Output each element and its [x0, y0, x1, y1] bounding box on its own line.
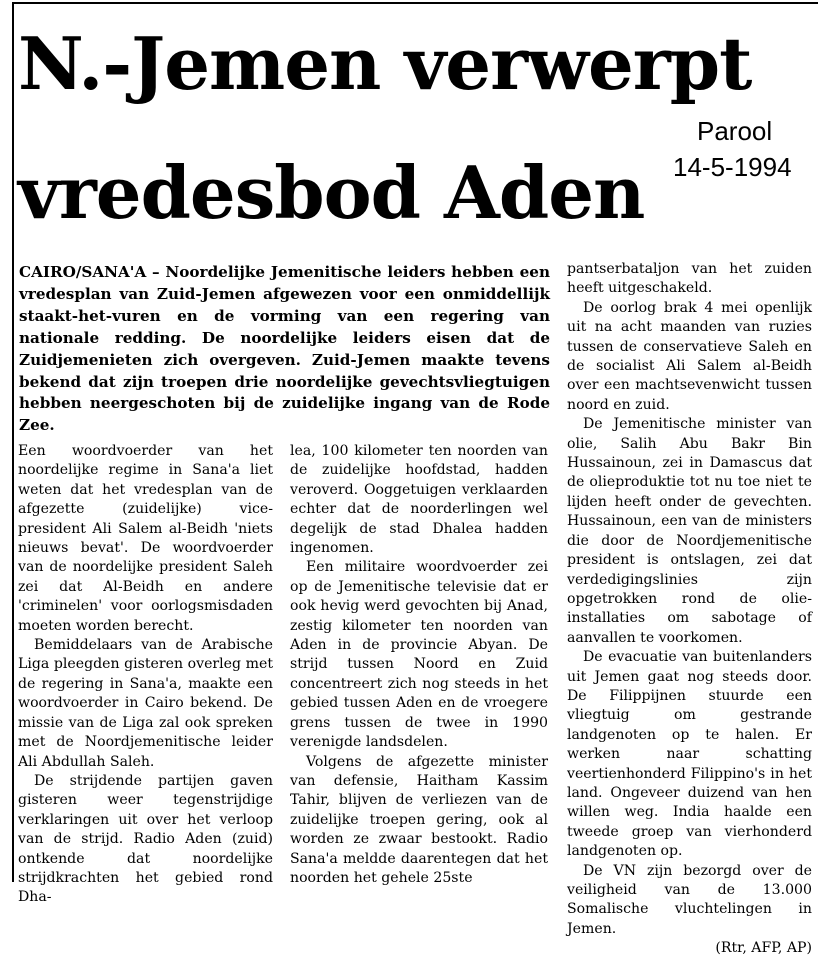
column-1-paragraph-1: Een woordvoerder van het noordelijke regime in Sana'a liet weten dat het vredesplan van de afgezette (zuidelijke) vice-president Ali Salem al-Beidh 'niets nieuws bevat'. De woordvoerder van de noordelijke president Saleh zei dat Al-Beidh en andere 'criminelen' voor oorlogsmisdaden moeten worden berecht. — [18, 443, 273, 634]
column-1-paragraph-2: Bemiddelaars van de Arabische Liga pleegden gisteren overleg met de regering in Sana'a, maakte een woordvoerder in Cairo bekend. De missie van de Liga zal ook spreken met de Noordjemenitische leider Ali Abdullah Saleh. — [18, 637, 273, 770]
source-newspaper-name: Parool — [697, 116, 773, 146]
source-date: 14-5-1994 — [673, 152, 792, 182]
headline-line-1: N.-Jemen verwerpt — [18, 21, 752, 106]
lead-paragraph: CAIRO/SANA'A – Noordelijke Jemenitische leiders hebben een vredesplan van Zuid-Jemen afgewezen voor een onmiddellijk staakt-het-vuren en de vorming van een regering van nationale redding. De noordelijke leiders eisen dat de Zuidjemenieten zich overgeven. Zuid-Jemen maakte tevens bekend dat zijn troepen drie noordelijke gevechtsvliegtuigen hebben neergeschoten bij de zuidelijke ingang van de Rode Zee. — [19, 263, 550, 435]
headline-line-2: vredesbod Aden — [18, 150, 645, 235]
left-border-rule — [12, 2, 14, 882]
column-2-paragraph-1: lea, 100 kilometer ten noorden van de zuidelijke hoofdstad, hadden veroverd. Ooggetuigen verklaarden echter dat de noorderlingen wel degelijk de stad Dhalea hadden ingenomen. — [290, 443, 548, 557]
column-2-paragraph-3: Volgens de afgezette minister van defensie, Haitham Kassim Tahir, blijven de verliezen van de zuidelijke troepen gering, ook al worden ze zwaar bestookt. Radio Sana'a meldde daarentegen dat het noorden het gehele 25ste — [290, 753, 548, 886]
column-2-paragraph-2: Een militaire woordvoerder zei op de Jemenitische televisie dat er ook hevig werd gevochten bij Anad, zestig kilometer ten noorden van Aden in de provincie Abyan. De strijd tussen Noord en Zuid concentreert zich nog steeds in het gebied tussen Aden en de vroegere grens tussen de twee in 1990 verenigde landsdelen. — [290, 559, 548, 751]
column-1-paragraph-3: De strijdende partijen gaven gisteren weer tegenstrijdige verklaringen uit over het verloop van de strijd. Radio Aden (zuid) ontkende dat noordelijke strijdkrachten het gebied rond Dha- — [18, 772, 273, 906]
column-3-paragraph-4: De evacuatie van buitenlanders uit Jemen gaat nog steeds door. De Filippijnen stuurde een vliegtuig om gestrande landgenoten op te halen. Er werken naar schatting veertienhonderd Filippino's in het land. Ongeveer duizend van hen willen weg. India haalde een tweede groep van vierhonderd landgenoten op. — [567, 649, 812, 860]
article-column-1 — [18, 442, 273, 908]
column-3-paragraph-3: De Jemenitische minister van olie, Salih Abu Bakr Bin Hussainoun, zei in Damascus dat de olieproduktie tot nu toe niet te lijden heeft onder de gevechten. Hussainoun, een van de ministers die door de Noordjemenitische president is ontslagen, zei dat verdedigingslinies zijn opgetrokken rond de olie-installaties om sabotage of aanvallen te voorkomen. — [567, 416, 812, 646]
column-3-paragraph-2: De oorlog brak 4 mei openlijk uit na acht maanden van ruzies tussen de conservatieve Saleh en de socialist Ali Salem al-Beidh over een machtsevenwicht tussen noord en zuid. — [567, 299, 812, 413]
column-3-paragraph-1: pantserbataljon van het zuiden heeft uitgeschakeld. — [567, 261, 812, 297]
column-3-paragraph-5: De VN zijn bezorgd over de veiligheid van de 13.000 Somalische vluchtelingen in Jemen. — [567, 862, 812, 937]
article-column-2 — [290, 442, 548, 888]
article-column-3 — [567, 260, 812, 959]
agency-credit: (Rtr, AFP, AP) — [715, 940, 812, 957]
top-border-rule — [12, 2, 818, 4]
